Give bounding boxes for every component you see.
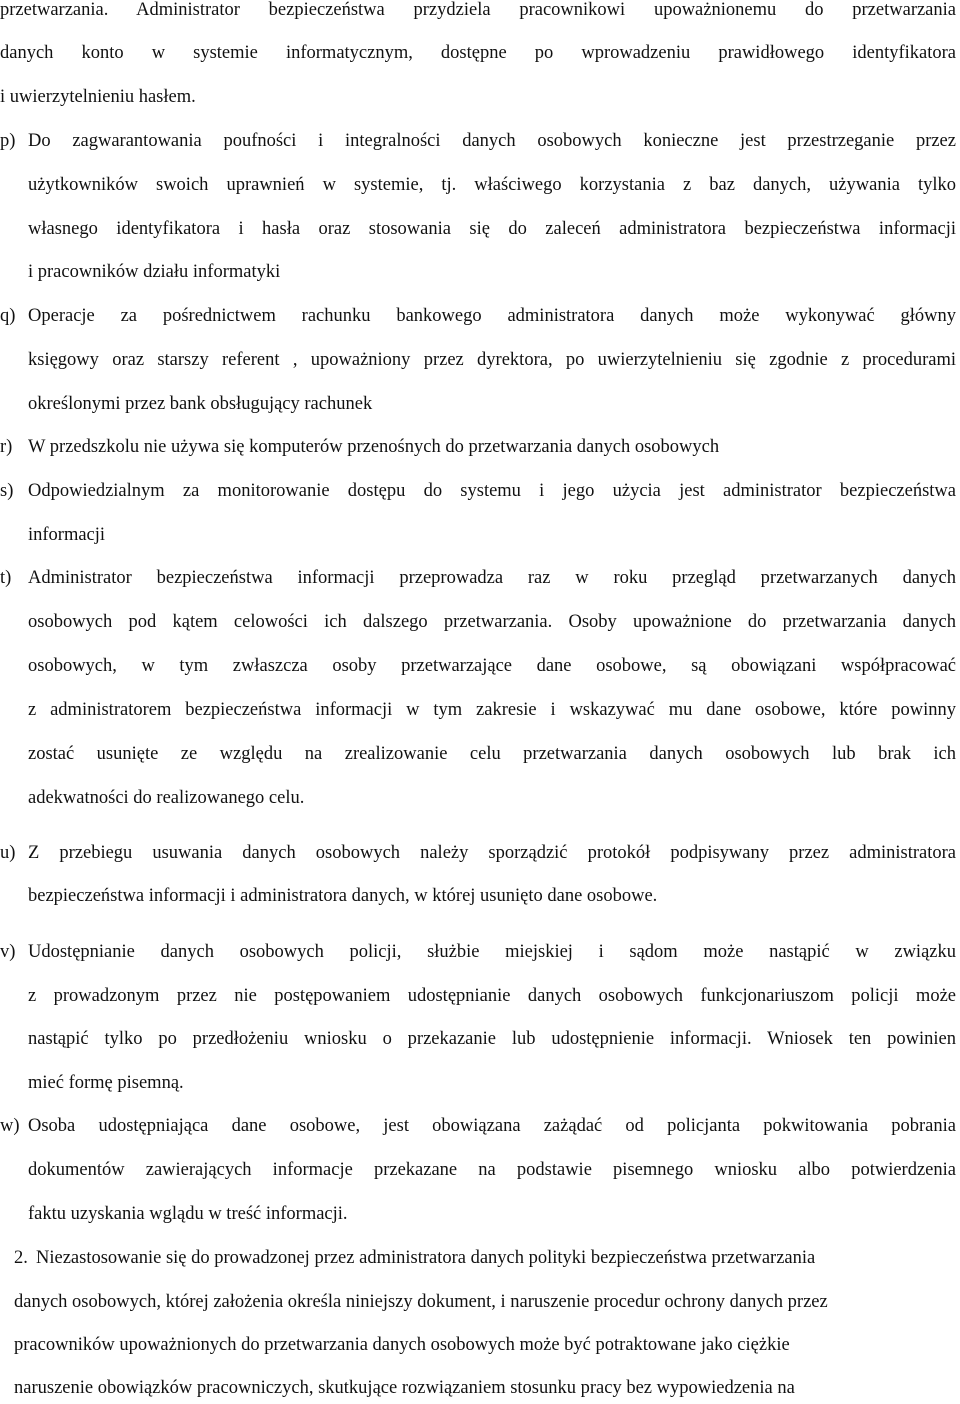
- text-line: danych osobowych, której założenia określa niniejszy dokument, i naruszenie procedur ochrony danych przez: [14, 1292, 828, 1312]
- text-line: i pracowników działu informatyki: [28, 262, 281, 282]
- text-line: Administrator bezpieczeństwa informacji przeprowadza raz w roku przegląd przetwarzanych danych: [28, 568, 956, 588]
- text-line: księgowy oraz starszy referent , upoważniony przez dyrektora, po uwierzytelnieniu się zgodnie z procedurami: [28, 350, 956, 370]
- text-line: przetwarzania. Administrator bezpieczeństwa przydziela pracownikowi upoważnionemu do przetwarzania: [0, 0, 956, 20]
- text-line: dokumentów zawierających informacje przekazane na podstawie pisemnego wniosku albo potwierdzenia: [28, 1160, 956, 1180]
- text-line: Operacje za pośrednictwem rachunku bankowego administratora danych może wykonywać główny: [28, 306, 956, 326]
- list-marker: v): [0, 942, 16, 962]
- text-line: pracowników upoważnionych do przetwarzania danych osobowych może być potraktowane jako ciężkie: [14, 1335, 790, 1355]
- text-line: i uwierzytelnieniu hasłem.: [0, 87, 196, 107]
- text-line: Do zagwarantowania poufności i integralności danych osobowych konieczne jest przestrzeganie przez: [28, 131, 956, 151]
- text-line: Udostępnianie danych osobowych policji, służbie miejskiej i sądom może nastąpić w związku: [28, 942, 956, 962]
- list-marker: t): [0, 568, 12, 588]
- text-line: naruszenie obowiązków pracowniczych, skutkujące rozwiązaniem stosunku pracy bez wypowiedzenia na: [14, 1378, 795, 1398]
- text-line: danych konto w systemie informatycznym, dostępne po wprowadzeniu prawidłowego identyfikatora: [0, 43, 956, 63]
- text-line: określonymi przez bank obsługujący rachunek: [28, 394, 373, 414]
- text-line: osobowych pod kątem celowości ich dalszego przetwarzania. Osoby upoważnione do przetwarzania danych: [28, 612, 956, 632]
- list-marker: u): [0, 843, 16, 863]
- text-line: własnego identyfikatora i hasła oraz stosowania się do zaleceń administratora bezpieczeństwa informacji: [28, 219, 956, 239]
- text-line: adekwatności do realizowanego celu.: [28, 788, 305, 808]
- list-marker: w): [0, 1116, 20, 1136]
- text-line: informacji: [28, 525, 106, 545]
- list-marker: r): [0, 437, 13, 457]
- list-marker: q): [0, 306, 16, 326]
- list-marker: s): [0, 481, 14, 501]
- text-line: z prowadzonym przez nie postępowaniem udostępnianie danych osobowych funkcjonariuszom policji może: [28, 986, 956, 1006]
- text-line: Niezastosowanie się do prowadzonej przez administratora danych polityki bezpieczeństwa przetwarzania: [36, 1248, 816, 1268]
- text-line: zostać usunięte ze względu na zrealizowanie celu przetwarzania danych osobowych lub brak ich: [28, 744, 956, 764]
- text-line: faktu uzyskania wglądu w treść informacji.: [28, 1204, 348, 1224]
- text-line: z administratorem bezpieczeństwa informacji w tym zakresie i wskazywać mu dane osobowe, które powinny: [28, 700, 956, 720]
- text-line: użytkowników swoich uprawnień w systemie, tj. właściwego korzystania z baz danych, używania tylko: [28, 175, 956, 195]
- text-line: mieć formę pisemną.: [28, 1073, 184, 1093]
- text-line: osobowych, w tym zwłaszcza osoby przetwarzające dane osobowe, są obowiązani współpracować: [28, 656, 956, 676]
- text-line: Z przebiegu usuwania danych osobowych należy sporządzić protokół podpisywany przez administratora: [28, 843, 956, 863]
- section-number: 2.: [14, 1248, 28, 1268]
- text-line: nastąpić tylko po przedłożeniu wniosku o przekazanie lub udostępnienie informacji. Wniosek ten powinien: [28, 1029, 956, 1049]
- text-line: Odpowiedzialnym za monitorowanie dostępu do systemu i jego użycia jest administrator bezpieczeństwa: [28, 481, 956, 501]
- text-line: Osoba udostępniająca dane osobowe, jest obowiązana zażądać od policjanta pokwitowania pobrania: [28, 1116, 956, 1136]
- text-line: W przedszkolu nie używa się komputerów przenośnych do przetwarzania danych osobowych: [28, 437, 720, 457]
- list-marker: p): [0, 131, 16, 151]
- text-line: bezpieczeństwa informacji i administratora danych, w której usunięto dane osobowe.: [28, 886, 658, 906]
